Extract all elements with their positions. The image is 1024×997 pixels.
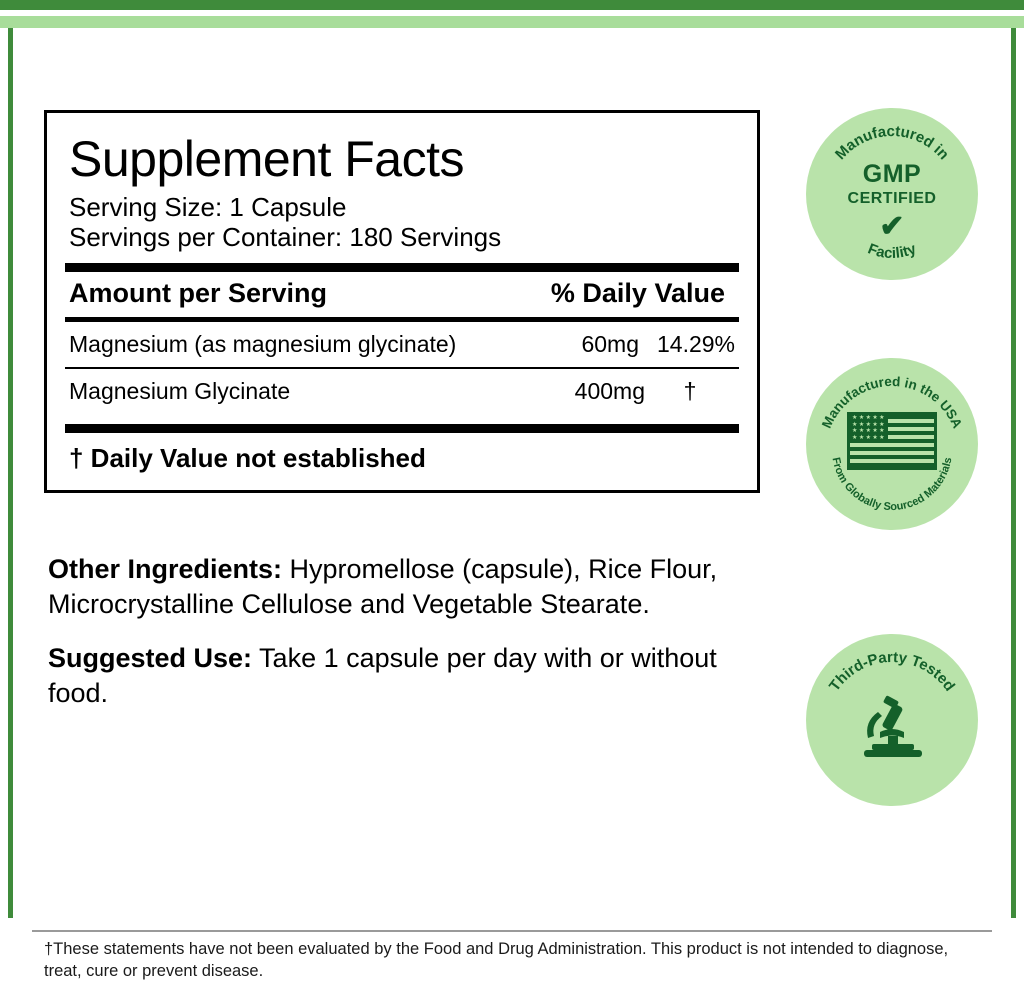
nutrient-amount: 60mg xyxy=(581,330,639,357)
servings-per-container: Servings per Container: 180 Servings xyxy=(69,222,502,253)
top-dark-green-bar xyxy=(0,0,1024,10)
gmp-line-1: GMP xyxy=(862,160,922,188)
suggested-use-paragraph xyxy=(48,641,768,710)
table-row xyxy=(65,369,739,414)
nutrient-name: Magnesium (as magnesium glycinate) xyxy=(69,330,457,357)
fda-disclaimer: †These statements have not been evaluated by the Food and Drug Administration. This product is not intended to diagnose, treat, cure or prevent disease. xyxy=(44,940,949,981)
usa-arc-bottom-text: From Globally Sourced Materials xyxy=(829,456,955,514)
top-light-green-bar xyxy=(0,16,1024,28)
right-green-rule xyxy=(1011,28,1016,918)
amount-per-serving-header: Amount per Serving xyxy=(69,277,328,308)
daily-value-header: % Daily Value xyxy=(550,277,725,308)
panel-header-row xyxy=(65,272,739,317)
other-ingredients-paragraph xyxy=(48,552,768,621)
usa-flag-icon: ★★★★★ ★★★★★ ★★★★★ ★★★★★ xyxy=(847,412,937,470)
svg-text:Facility xyxy=(865,240,919,262)
nutrient-daily-value: 14.29% xyxy=(656,330,735,357)
left-green-rule xyxy=(8,28,13,918)
nutrient-name: Magnesium Glycinate xyxy=(69,377,291,404)
nutrient-amount: 400mg xyxy=(574,377,645,404)
supplement-facts-panel xyxy=(44,110,760,493)
gmp-line-2: CERTIFIED xyxy=(847,190,937,207)
gmp-certified-badge xyxy=(806,108,978,280)
other-ingredients-text: Hypromellose (capsule), Rice Flour, Microcrystalline Cellulose and Vegetable Stearate. xyxy=(48,554,718,619)
daily-value-footnote: † Daily Value not established xyxy=(69,442,426,473)
other-ingredients-label: Other Ingredients: xyxy=(48,554,283,584)
gmp-arc-top-text: Manufactured in xyxy=(831,122,953,164)
svg-text:Manufactured in xyxy=(832,123,952,163)
svg-text:Third-Party Tested xyxy=(826,649,958,695)
label-body-text xyxy=(48,552,768,730)
third-party-tested-badge xyxy=(806,634,978,806)
panel-rule-thick-2 xyxy=(65,424,739,433)
suggested-use-label: Suggested Use: xyxy=(48,643,253,674)
made-in-usa-badge xyxy=(806,358,978,530)
serving-size: Serving Size: 1 Capsule xyxy=(69,191,347,222)
gmp-center-text xyxy=(806,160,978,208)
disclaimer-divider xyxy=(32,930,992,932)
tested-arc-top-text: Third-Party Tested xyxy=(825,648,959,695)
suggested-use-text: Take 1 capsule per day with or without food. xyxy=(48,643,717,708)
nutrient-daily-value: † xyxy=(683,377,697,404)
check-icon: ✔ xyxy=(879,210,905,243)
table-row xyxy=(65,322,739,367)
usa-arc-top-text: Manufactured in the USA xyxy=(818,373,966,431)
gmp-arc-bottom-text: Facility xyxy=(865,240,919,263)
panel-rule-thick-1 xyxy=(65,263,739,272)
panel-title: Supplement Facts xyxy=(69,131,464,187)
microscope-icon xyxy=(806,692,978,766)
